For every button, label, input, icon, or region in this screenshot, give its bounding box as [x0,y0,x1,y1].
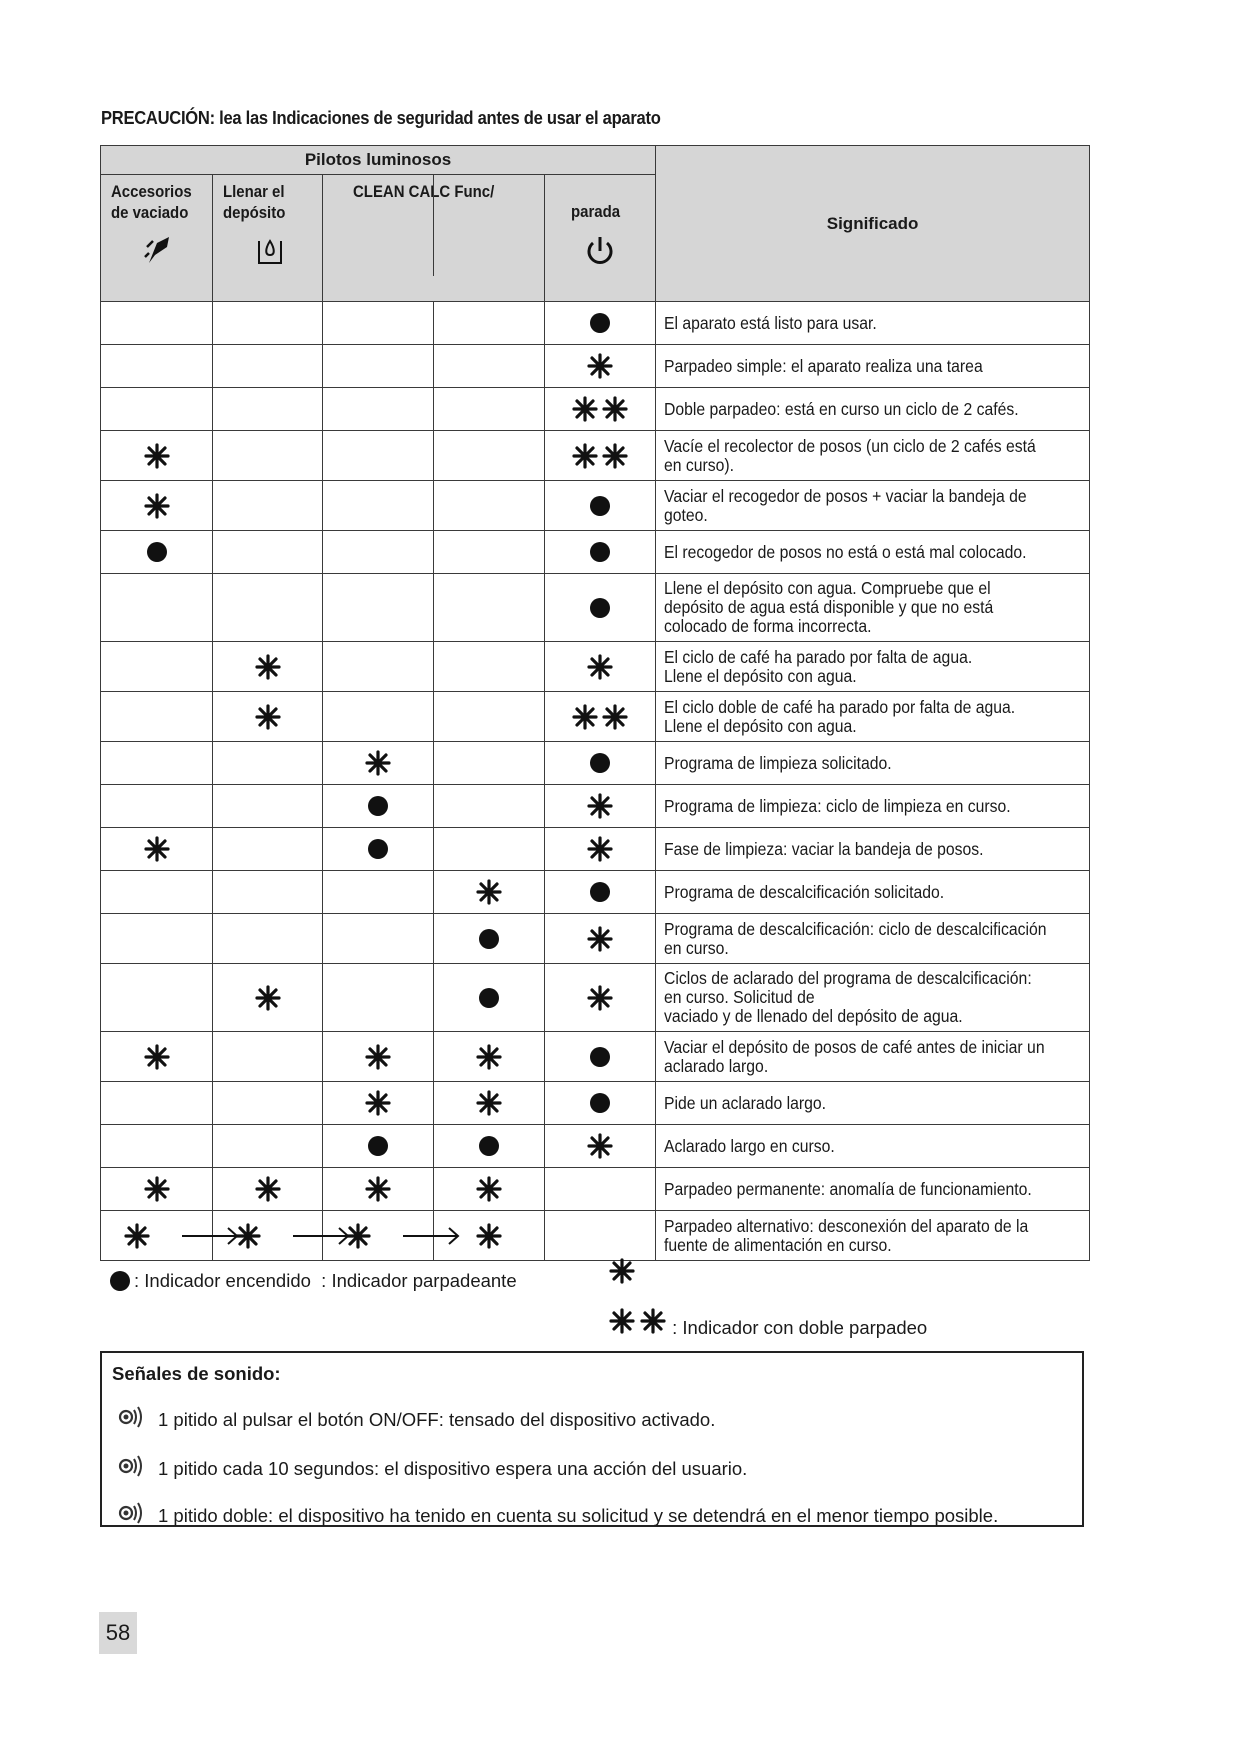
indicator-on-icon [590,313,610,333]
indicator-cell [545,914,656,964]
indicator-cell [213,1168,323,1211]
sound-line-text: 1 pitido cada 10 segundos: el dispositivo espera una acción del usuario. [158,1457,748,1479]
header-accesorios [101,175,213,302]
indicator-cell [434,692,545,742]
indicator-cell [323,574,434,642]
indicator-cell [101,642,213,692]
table-row [101,481,1090,531]
indicator-cell [323,1082,434,1125]
speaker-icon [118,1454,148,1483]
indicator-cell [545,964,656,1032]
indicator-blink-icon [365,1180,391,1197]
meaning-text: El ciclo doble de café ha parado por falta de agua. Llene el depósito con agua. [664,696,1016,736]
indicator-cell [323,481,434,531]
indicator-cell [434,828,545,871]
indicator-cell [545,1032,656,1082]
header-clean-calc [323,175,545,302]
indicator-blink-icon [255,1180,281,1197]
indicator-cell [323,642,434,692]
indicator-cell [323,531,434,574]
indicator-cell [213,964,323,1032]
meaning-text: Parpadeo simple: el aparato realiza una tarea [664,355,983,376]
indicator-cell [323,1125,434,1168]
table-row [101,302,1090,345]
meaning-cell [656,481,1090,531]
sound-line [118,1405,715,1434]
indicator-cell [545,1168,656,1211]
meaning-text: Aclarado largo en curso. [664,1135,835,1156]
meaning-cell [656,914,1090,964]
indicator-cell [545,1211,656,1261]
indicator-cell [434,871,545,914]
indicator-table [100,145,1089,1261]
meaning-text: Fase de limpieza: vaciar la bandeja de posos. [664,838,984,859]
speaker-icon [118,1501,148,1530]
indicator-blink-icon [124,1227,150,1244]
indicator-cell [323,692,434,742]
indicator-cell [213,388,323,431]
indicator-cell [323,742,434,785]
meaning-text: Ciclos de aclarado del programa de descalcificación: en curso. Solicitud de vaciado y de llenado del depósito de agua. [664,968,1032,1026]
indicator-cell [213,871,323,914]
meaning-cell [656,785,1090,828]
indicator-cell [545,481,656,531]
table-row [101,871,1090,914]
indicator-cell [101,345,213,388]
indicator-blink-icon [255,658,281,675]
indicator-cell [101,785,213,828]
indicator-cell [213,785,323,828]
table-row [101,345,1090,388]
indicator-on-icon [147,542,167,562]
indicator-cell [434,431,545,481]
indicator-cell [101,692,213,742]
indicator-cell [434,964,545,1032]
meaning-text: Llene el depósito con agua. Compruebe que el depósito de agua está disponible y que no está colocado de forma incorrecta. [664,578,994,636]
indicator-cell [213,302,323,345]
sound-line-text: 1 pitido al pulsar el botón ON/OFF: tensado del dispositivo activado. [158,1408,716,1430]
meaning-cell [656,964,1090,1032]
power-icon [583,233,617,272]
indicator-cell [213,345,323,388]
indicator-cell [323,871,434,914]
indicator-cell [434,481,545,531]
indicator-cell [101,964,213,1032]
table-row [101,431,1090,481]
indicator-cell [545,531,656,574]
indicator-cell [323,914,434,964]
indicator-cell [101,1082,213,1125]
indicator-cell [545,431,656,481]
indicator-on-icon [590,753,610,773]
indicator-on-icon [479,929,499,949]
legend-double-label: : Indicador con doble parpadeo [672,1317,928,1338]
indicator-cell [213,1032,323,1082]
indicator-blink-icon [609,1258,635,1284]
table-row [101,828,1090,871]
indicator-cell [101,574,213,642]
indicator-blink-icon [476,883,502,900]
meaning-text: Parpadeo permanente: anomalía de funcionamiento. [664,1178,1032,1199]
header-llenar-label: Llenar el depósito [223,182,286,222]
arrow-right-icon [411,1227,451,1244]
indicator-cell [545,574,656,642]
indicator-double-blink-icon [572,400,628,417]
indicator-blink-icon [255,989,281,1006]
meaning-cell [656,302,1090,345]
meaning-cell [656,1082,1090,1125]
sound-line [118,1501,998,1530]
meaning-text: Programa de descalcificación: ciclo de descalcificación en curso. [664,918,1047,958]
indicator-cell [323,302,434,345]
meaning-text: Vacíe el recolector de posos (un ciclo de 2 cafés está en curso). [664,435,1036,475]
meaning-text: El recogedor de posos no está o está mal colocado. [664,541,1027,562]
indicator-blink-icon [587,658,613,675]
grounds-tray-icon [141,233,175,272]
meaning-cell [656,431,1090,481]
indicator-cell [434,302,545,345]
indicator-cell [101,871,213,914]
meaning-text: Vaciar el recogedor de posos + vaciar la bandeja de goteo. [664,485,1027,525]
meaning-cell [656,1168,1090,1211]
indicator-blink-icon [144,447,170,464]
indicator-on-icon [590,496,610,516]
meaning-cell [656,642,1090,692]
header-parada [545,175,656,302]
water-tank-icon [253,233,287,272]
indicator-cell [434,388,545,431]
indicator-cell [545,388,656,431]
indicator-cell [101,914,213,964]
page-number: 58 [99,1612,137,1654]
table-row [101,388,1090,431]
indicator-on-icon [590,1093,610,1113]
indicator-blink-icon [476,1227,502,1244]
indicator-cell [434,1125,545,1168]
meaning-cell [656,531,1090,574]
table-row [101,574,1090,642]
indicator-cell [545,871,656,914]
indicator-blink-icon [144,1048,170,1065]
indicator-cell [213,531,323,574]
indicator-blink-icon [476,1094,502,1111]
precaution-heading: PRECAUCIÓN: lea las Indicaciones de seguridad antes de usar el aparato [101,108,661,128]
table-row [101,785,1090,828]
indicator-on-icon [590,1047,610,1067]
indicator-cell [434,742,545,785]
indicator-cell [101,828,213,871]
indicator-cell [101,742,213,785]
meaning-text: Pide un aclarado largo. [664,1092,827,1113]
meaning-text: El aparato está listo para usar. [664,312,877,333]
indicator-cell [213,481,323,531]
table-row [101,642,1090,692]
meaning-cell [656,1125,1090,1168]
table-row [101,1125,1090,1168]
indicator-blink-icon [587,357,613,374]
indicator-on-icon [368,1136,388,1156]
indicator-cell [213,1082,323,1125]
indicator-cell [545,692,656,742]
header-accesorios-label: Accesorios de vaciado [111,182,192,222]
sound-title: Señales de sonido: [112,1363,281,1384]
table-row [101,1082,1090,1125]
meaning-cell [656,871,1090,914]
meaning-cell [656,692,1090,742]
table-row [101,914,1090,964]
indicator-on-icon [110,1271,130,1291]
indicator-cell [101,1032,213,1082]
meaning-cell [656,828,1090,871]
indicator-blink-icon [476,1048,502,1065]
indicator-cell [101,1125,213,1168]
meaning-text: Vaciar el depósito de posos de café antes de iniciar un aclarado largo. [664,1036,1045,1076]
indicator-cell [545,642,656,692]
indicator-cell [434,914,545,964]
indicator-cell [323,964,434,1032]
indicator-on-icon [479,988,499,1008]
indicator-cell [213,642,323,692]
indicator-cell [545,1125,656,1168]
indicator-cell [434,785,545,828]
indicator-blink-icon [144,497,170,514]
indicator-blink-icon [587,930,613,947]
indicator-cell [434,1168,545,1211]
table-row [101,1032,1090,1082]
sound-line-text: 1 pitido doble: el dispositivo ha tenido en cuenta su solicitud y se detendrá en el menor tiempo posible. [158,1504,999,1526]
arrow-right-icon [190,1227,230,1244]
legend-on [110,1270,517,1292]
meaning-text: Doble parpadeo: está en curso un ciclo de 2 cafés. [664,398,1019,419]
table-row [101,1168,1090,1211]
sound-signals-box [100,1351,1084,1527]
indicator-on-icon [479,1136,499,1156]
indicator-cell [434,1082,545,1125]
header-clean-calc-label: CLEAN CALC Func/ [353,182,495,201]
indicator-blink-icon [144,1180,170,1197]
indicator-cell [213,692,323,742]
indicator-cell [545,785,656,828]
header-parada-label: parada [571,202,621,221]
meaning-text: Programa de limpieza: ciclo de limpieza en curso. [664,795,1011,816]
indicator-on-icon [590,542,610,562]
indicator-cell [434,642,545,692]
indicator-cell [323,431,434,481]
meaning-cell [656,388,1090,431]
meaning-text: Programa de descalcificación solicitado. [664,881,945,902]
indicator-cell [323,345,434,388]
header-significado: Significado [656,146,1090,302]
indicator-cell [434,531,545,574]
indicator-cell [213,742,323,785]
indicator-double-blink-icon [609,1308,666,1334]
indicator-cell [545,1082,656,1125]
indicator-double-blink-icon [572,447,628,464]
indicator-cell [434,345,545,388]
indicator-blink-icon [365,754,391,771]
table-row [101,1211,1090,1261]
indicator-on-icon [368,796,388,816]
indicator-cell [545,742,656,785]
indicator-blink-icon [587,840,613,857]
header-pilotos-luminosos: Pilotos luminosos [101,146,656,175]
indicator-cell [213,828,323,871]
table-row [101,964,1090,1032]
indicator-cell [545,345,656,388]
meaning-cell [656,574,1090,642]
meaning-cell [656,1032,1090,1082]
indicator-on-icon [590,598,610,618]
meaning-text: Parpadeo alternativo: desconexión del aparato de la fuente de alimentación en curso. [664,1215,1029,1255]
indicator-cell [101,388,213,431]
indicator-cell [101,481,213,531]
indicator-blink-icon [587,1137,613,1154]
meaning-cell [656,345,1090,388]
indicator-cell [323,1032,434,1082]
indicator-cell [323,1168,434,1211]
indicator-cell [323,388,434,431]
indicator-blink-icon [255,708,281,725]
indicator-blink-icon [476,1180,502,1197]
indicator-cell [213,1125,323,1168]
table-row [101,692,1090,742]
indicator-cell [434,574,545,642]
legend-on-label: : Indicador encendido : Indicador parpadeante [134,1270,517,1291]
indicator-cell [213,574,323,642]
indicator-blink-icon [365,1048,391,1065]
meaning-cell [656,742,1090,785]
table-row [101,742,1090,785]
indicator-on-icon [590,882,610,902]
indicator-cell [101,1168,213,1211]
indicator-blink-icon [587,797,613,814]
indicator-cell [101,1211,213,1261]
indicator-cell [545,828,656,871]
indicator-blink-icon [587,989,613,1006]
sound-line [118,1454,747,1483]
meaning-cell [656,1211,1090,1261]
indicator-cell [213,914,323,964]
speaker-icon [118,1405,148,1434]
header-llenar [213,175,323,302]
indicator-cell [101,302,213,345]
indicator-blink-icon [365,1094,391,1111]
indicator-on-icon [368,839,388,859]
indicator-cell [323,785,434,828]
indicator-cell [323,828,434,871]
indicator-cell [434,1032,545,1082]
legend-double [609,1303,927,1339]
meaning-text: El ciclo de café ha parado por falta de agua. Llene el depósito con agua. [664,646,973,686]
indicator-cell [101,531,213,574]
indicator-cell [213,431,323,481]
indicator-cell [545,302,656,345]
indicator-blink-icon [144,840,170,857]
indicator-double-blink-icon [572,708,628,725]
table-row [101,531,1090,574]
indicator-cell [101,431,213,481]
arrow-right-icon [301,1227,341,1244]
meaning-text: Programa de limpieza solicitado. [664,752,892,773]
